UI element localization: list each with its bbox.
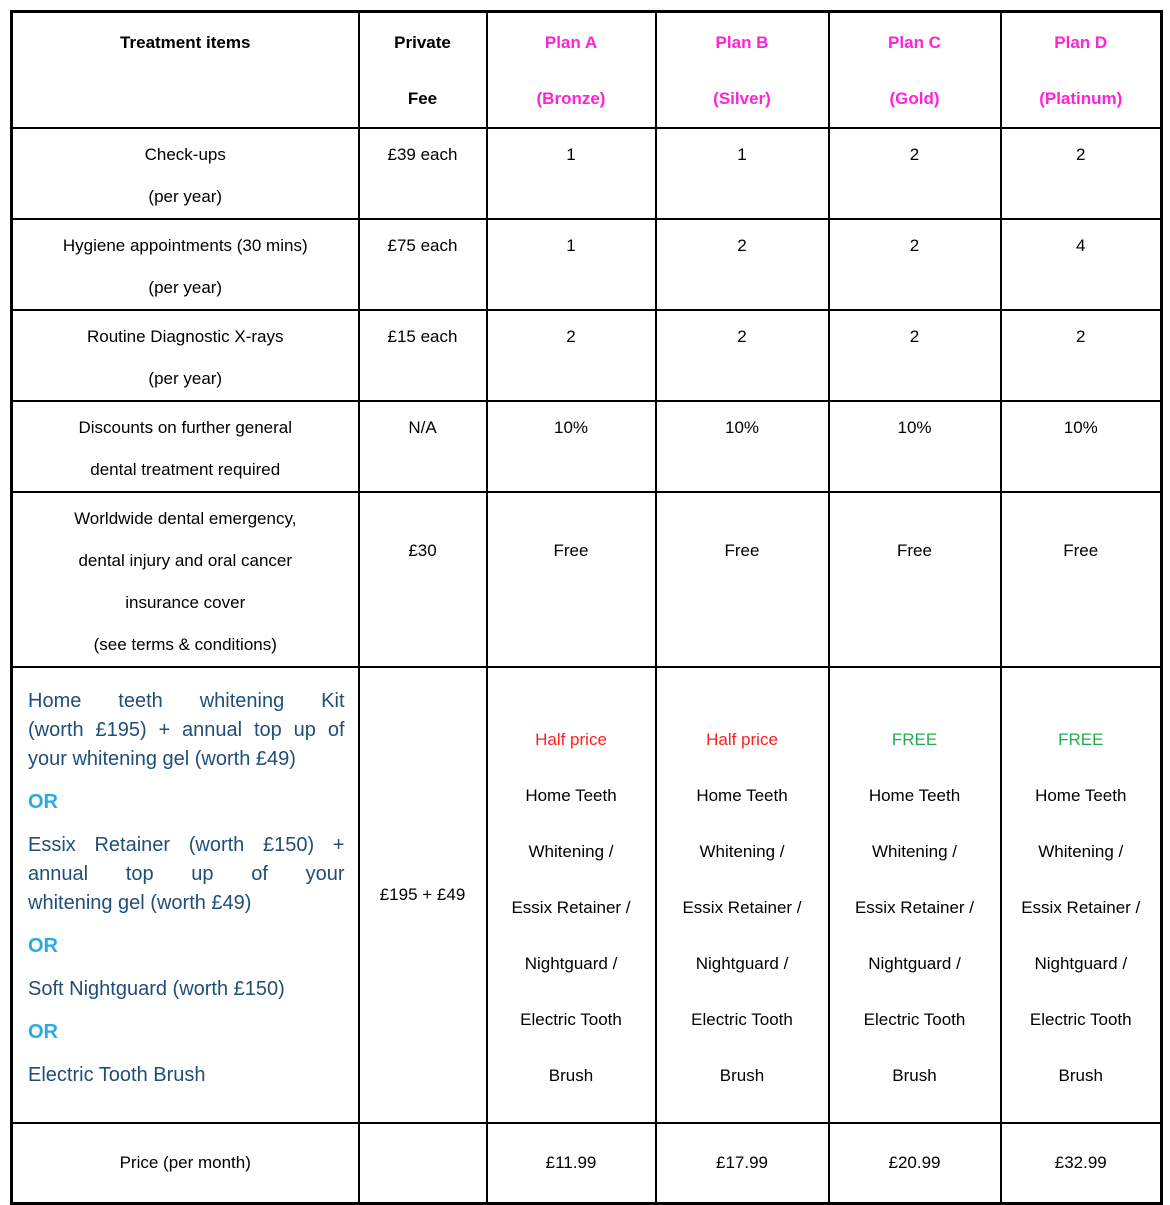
cell-plan-b-discounts: 10% (656, 401, 829, 492)
benefit-line: Home Teeth (868, 786, 961, 805)
col-header-plan-c (829, 12, 1001, 129)
cell-benefit-options (12, 667, 359, 1123)
col-header-private-fee (359, 12, 487, 129)
plan-name: Plan C (888, 33, 941, 52)
benefit-option-nightguard (28, 975, 345, 1004)
cell-plan-c-benefits (829, 667, 1001, 1123)
table-row-price (12, 1123, 1162, 1203)
item-line: Routine Diagnostic X-rays (86, 327, 284, 346)
option-text-line: Home teeth whitening Kit (28, 690, 345, 712)
benefit-line: Nightguard / (524, 954, 618, 973)
plan-tier: (Silver) (713, 89, 771, 108)
table-row-hygiene (12, 219, 1162, 310)
benefit-option-toothbrush (28, 1061, 345, 1090)
benefit-highlight: Half price (706, 730, 778, 749)
cell-item-checkups (12, 128, 359, 219)
plan-name: Plan D (1054, 33, 1108, 52)
benefit-line: Nightguard / (695, 954, 789, 973)
benefit-line: Essix Retainer / (854, 898, 975, 917)
benefit-line: Essix Retainer / (682, 898, 802, 917)
cell-price-plan-d: £32.99 (1001, 1123, 1162, 1203)
item-line: Discounts on further general (78, 418, 293, 437)
cell-plan-b-xrays: 2 (656, 310, 829, 401)
header-label: Treatment items (120, 33, 251, 52)
cell-plan-d-insurance: Free (1001, 492, 1162, 667)
col-header-plan-a (487, 12, 656, 129)
benefit-option-whitening-kit (28, 687, 345, 774)
plan-tier: (Gold) (889, 89, 940, 108)
benefit-highlight: FREE (1058, 730, 1104, 749)
option-text-line: Essix Retainer (worth £150) + (28, 834, 345, 856)
cell-price-fee-empty (359, 1123, 487, 1203)
option-text-line: your whitening gel (worth £49) (28, 748, 296, 770)
cell-plan-d-checkups: 2 (1001, 128, 1162, 219)
benefit-line: Whitening / (1038, 842, 1124, 861)
benefit-line: Electric Tooth (1029, 1010, 1132, 1029)
item-line: dental treatment required (90, 460, 281, 479)
cell-fee-benefits: £195 + £49 (359, 667, 487, 1123)
cell-item-discounts (12, 401, 359, 492)
cell-plan-c-insurance: Free (829, 492, 1001, 667)
item-line: Check-ups (144, 145, 226, 164)
cell-plan-a-checkups: 1 (487, 128, 656, 219)
or-separator: OR (28, 935, 58, 957)
cell-plan-a-hygiene: 1 (487, 219, 656, 310)
header-line: Fee (407, 89, 438, 108)
benefit-line: Brush (892, 1066, 937, 1085)
cell-fee-insurance: £30 (359, 492, 487, 667)
item-line: (see terms & conditions) (93, 635, 277, 654)
table-row-checkups (12, 128, 1162, 219)
benefit-line: Electric Tooth (520, 1010, 622, 1029)
cell-item-hygiene (12, 219, 359, 310)
benefit-option-essix-retainer (28, 831, 345, 918)
option-text-line: Electric Tooth Brush (28, 1064, 206, 1086)
cell-plan-c-xrays: 2 (829, 310, 1001, 401)
cell-price-plan-c: £20.99 (829, 1123, 1001, 1203)
cell-plan-c-discounts: 10% (829, 401, 1001, 492)
cell-plan-a-discounts: 10% (487, 401, 656, 492)
cell-fee-xrays: £15 each (359, 310, 487, 401)
cell-item-xrays (12, 310, 359, 401)
plan-tier: (Bronze) (536, 89, 606, 108)
option-text-line: Soft Nightguard (worth £150) (28, 978, 285, 1000)
table-header-row (12, 12, 1162, 129)
item-line: (per year) (148, 278, 223, 297)
header-line: Private (394, 33, 451, 52)
cell-plan-d-benefits (1001, 667, 1162, 1123)
cell-plan-c-hygiene: 2 (829, 219, 1001, 310)
cell-plan-c-checkups: 2 (829, 128, 1001, 219)
item-line: Worldwide dental emergency, (74, 509, 297, 528)
benefit-highlight: Half price (535, 730, 607, 749)
benefit-line: Nightguard / (868, 954, 961, 973)
plan-name: Plan B (715, 33, 769, 52)
cell-plan-b-checkups: 1 (656, 128, 829, 219)
cell-plan-b-hygiene: 2 (656, 219, 829, 310)
col-header-treatment-items (12, 12, 359, 129)
cell-plan-b-insurance: Free (656, 492, 829, 667)
benefit-line: Whitening / (871, 842, 958, 861)
benefit-line: Home Teeth (696, 786, 788, 805)
benefit-highlight: FREE (891, 730, 938, 749)
item-line: dental injury and oral cancer (78, 551, 293, 570)
table-row-xrays (12, 310, 1162, 401)
benefit-line: Essix Retainer / (1021, 898, 1141, 917)
benefit-line: Essix Retainer / (511, 898, 631, 917)
col-header-plan-d (1001, 12, 1162, 129)
benefit-line: Whitening / (528, 842, 614, 861)
item-line: Hygiene appointments (30 mins) (62, 236, 308, 255)
item-line: (per year) (148, 369, 223, 388)
cell-plan-d-hygiene: 4 (1001, 219, 1162, 310)
cell-price-plan-b: £17.99 (656, 1123, 829, 1203)
item-line: insurance cover (125, 593, 246, 612)
option-text-line: (worth £195) + annual top up of (28, 719, 345, 741)
plan-name: Plan A (544, 33, 598, 52)
benefit-line: Nightguard / (1034, 954, 1128, 973)
table-row-discounts (12, 401, 1162, 492)
table-row-insurance (12, 492, 1162, 667)
table-row-benefit-options (12, 667, 1162, 1123)
cell-plan-d-xrays: 2 (1001, 310, 1162, 401)
cell-plan-a-benefits (487, 667, 656, 1123)
col-header-plan-b (656, 12, 829, 129)
benefit-line: Whitening / (699, 842, 785, 861)
or-separator: OR (28, 791, 58, 813)
cell-plan-b-benefits (656, 667, 829, 1123)
option-text-line: annual top up of your (28, 863, 345, 885)
benefit-line: Brush (548, 1066, 594, 1085)
benefit-line: Brush (719, 1066, 765, 1085)
option-text-line: whitening gel (worth £49) (28, 892, 252, 914)
cell-fee-hygiene: £75 each (359, 219, 487, 310)
dental-plans-table (10, 10, 1163, 1205)
cell-fee-discounts: N/A (359, 401, 487, 492)
cell-price-label: Price (per month) (12, 1123, 359, 1203)
cell-plan-a-xrays: 2 (487, 310, 656, 401)
cell-item-insurance (12, 492, 359, 667)
cell-plan-d-discounts: 10% (1001, 401, 1162, 492)
cell-fee-checkups: £39 each (359, 128, 487, 219)
or-separator: OR (28, 1021, 58, 1043)
benefit-line: Home Teeth (1035, 786, 1127, 805)
benefit-line: Electric Tooth (863, 1010, 966, 1029)
plan-tier: (Platinum) (1039, 89, 1123, 108)
benefit-line: Brush (1058, 1066, 1103, 1085)
cell-price-plan-a: £11.99 (487, 1123, 656, 1203)
item-line: (per year) (148, 187, 223, 206)
cell-plan-a-insurance: Free (487, 492, 656, 667)
benefit-line: Home Teeth (525, 786, 617, 805)
benefit-line: Electric Tooth (691, 1010, 793, 1029)
